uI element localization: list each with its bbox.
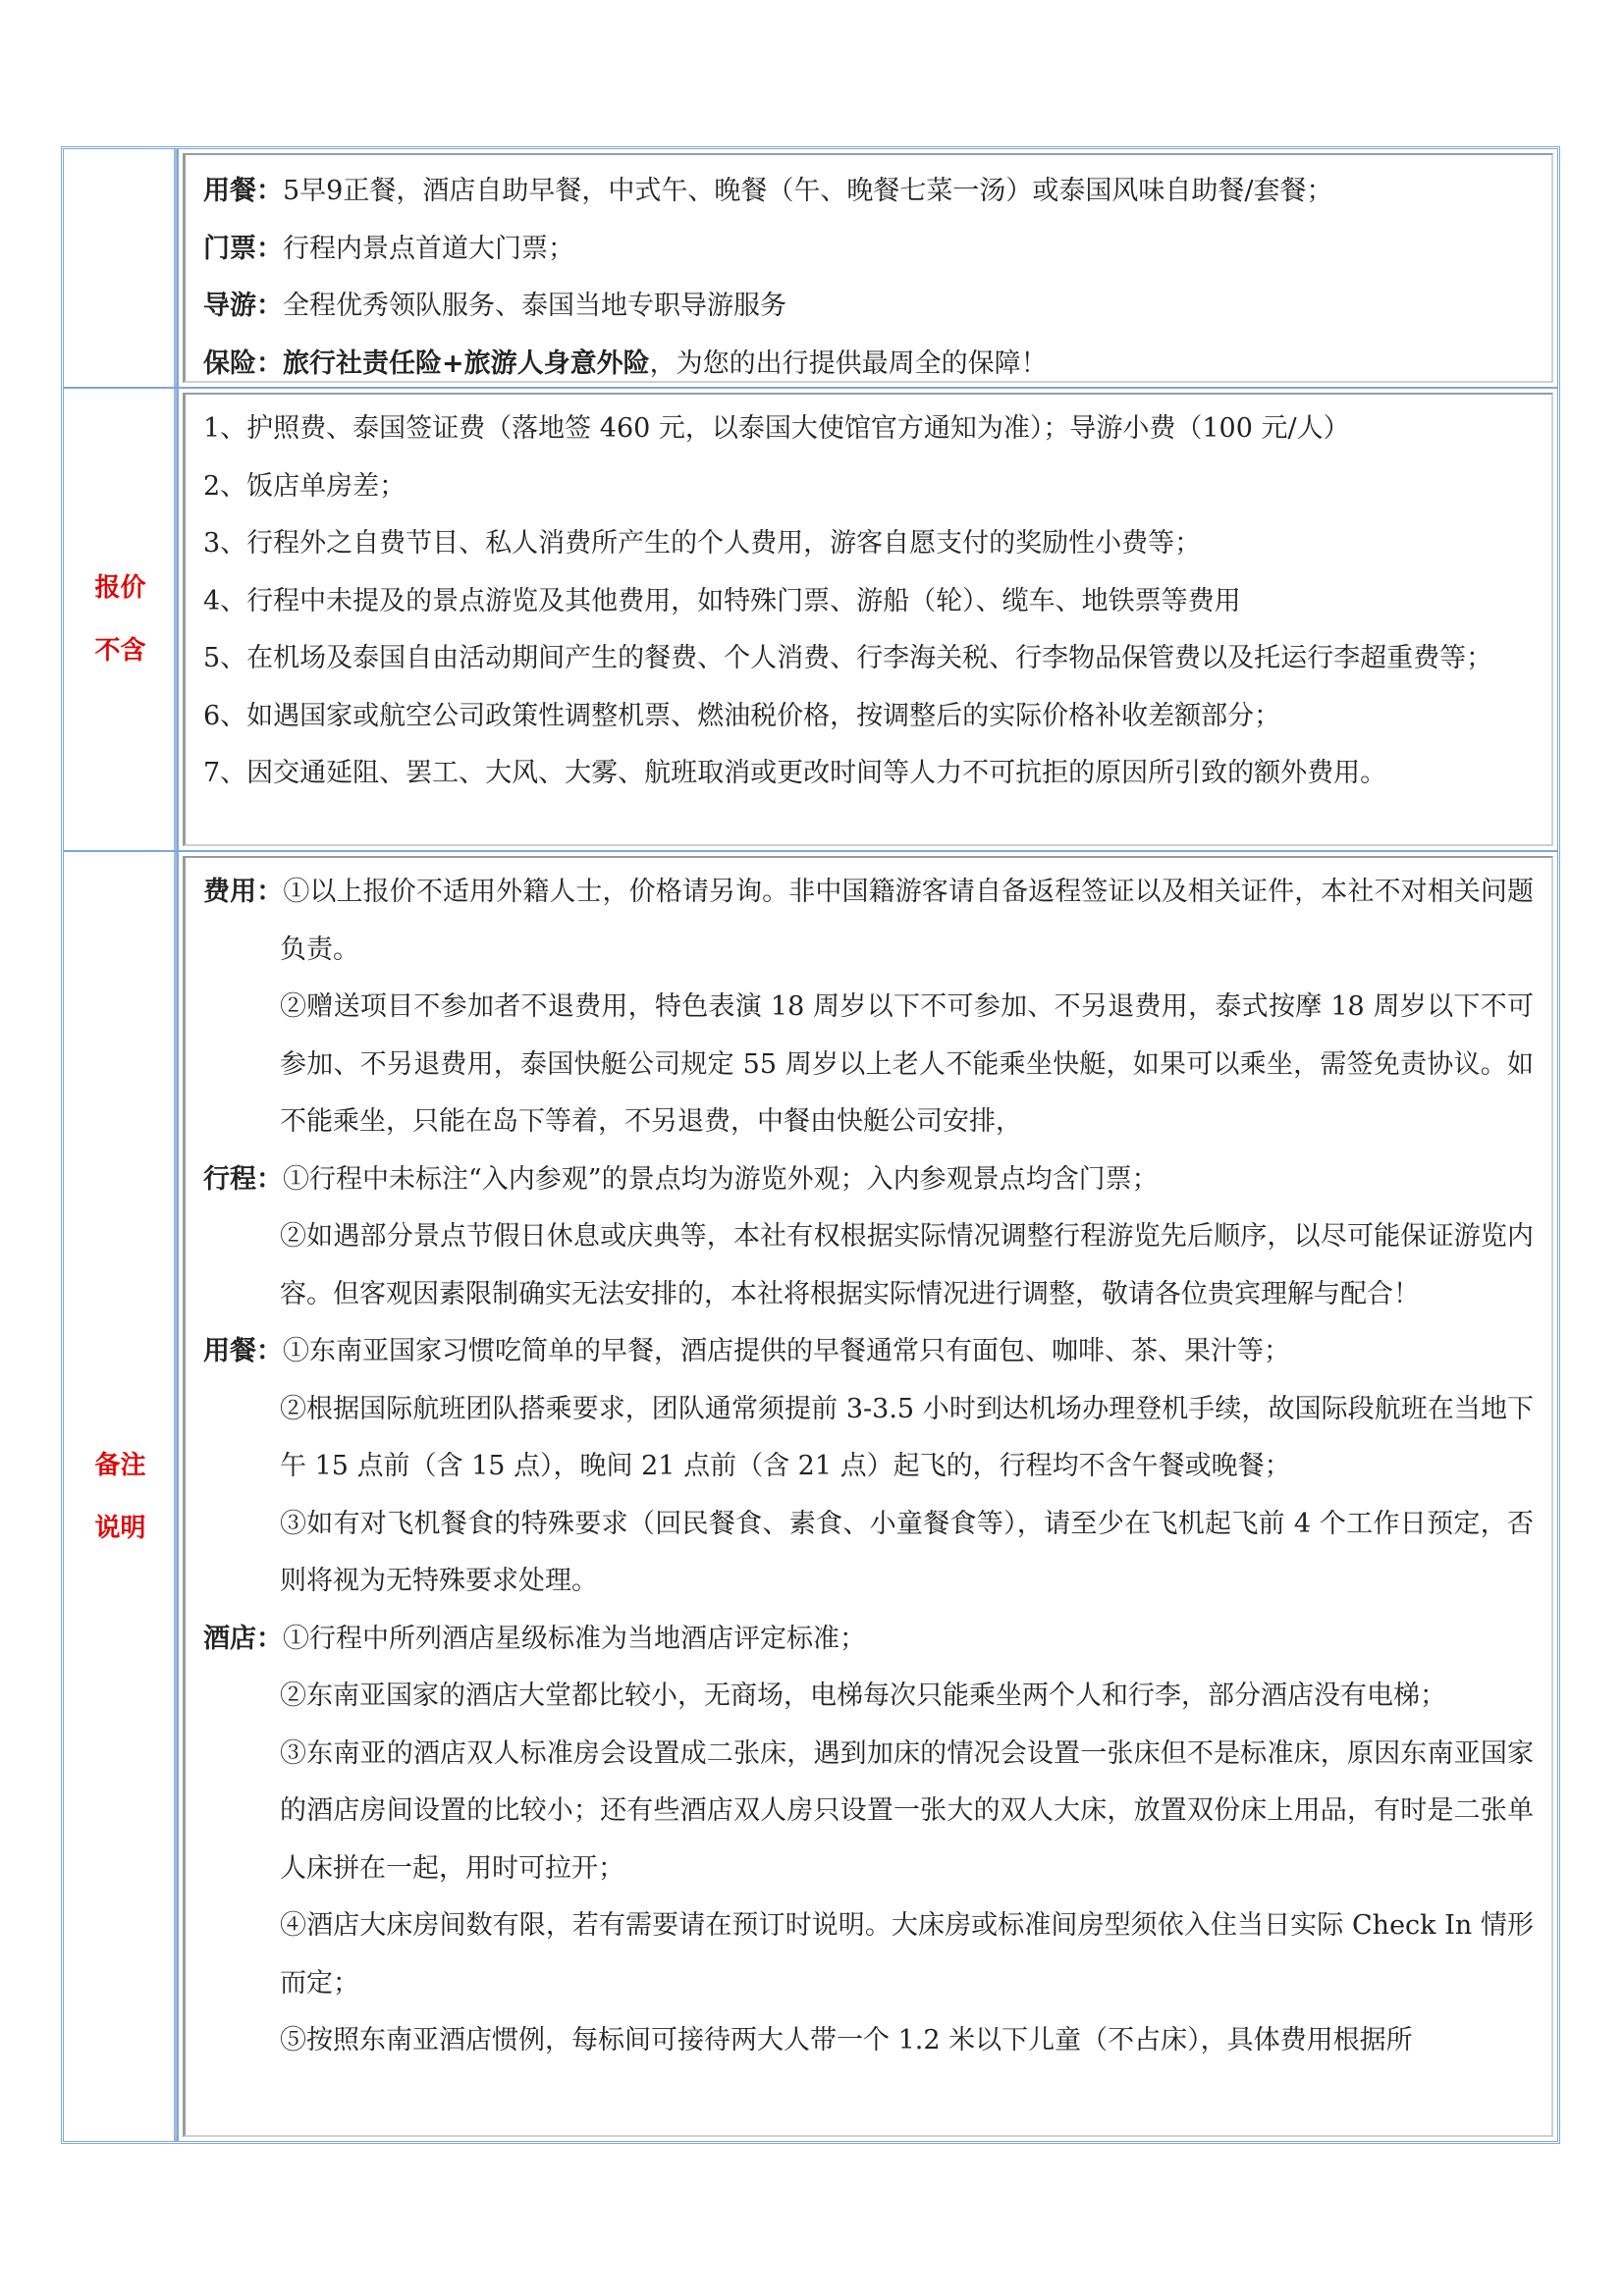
meals-p1-text: ①东南亚国家习惯吃简单的早餐，酒店提供的早餐通常只有面包、咖啡、茶、果汁等； [283,1336,1290,1366]
excluded-item: 7、因交通延阻、罢工、大风、大雾、航班取消或更改时间等人力不可抗拒的原因所引致的额外费用。 [203,758,1387,788]
excluded-item: 1、护照费、泰国签证费（落地签 460 元，以泰国大使馆官方通知为准）；导游小费（100 元/人） [203,413,1350,444]
meal-key: 用餐： [203,176,283,206]
meal-text: 5早9正餐，酒店自助早餐，中式午、晚餐（午、晚餐七菜一汤）或泰国风味自助餐/套餐； [283,176,1333,206]
hotel-p1-text: ①行程中所列酒店星级标准为当地酒店评定标准； [283,1623,866,1654]
insurance-text: ，为您的出行提供最周全的保障！ [649,347,1048,379]
excluded-label-line2: 不含 [94,636,146,666]
excluded-item: 4、行程中未提及的景点游览及其他费用，如特殊门票、游船（轮）、缆车、地铁票等费用 [203,585,1241,616]
itinerary-key: 行程： [203,1163,283,1195]
ticket-text: 行程内景点首道大门票； [283,233,574,264]
meals-p2: ②根据国际航班团队搭乘要求，团队通常须提前 3-3.5 小时到达机场办理登机手续，故国际段航班在当地下午 15 点前（含 15 点），晚间 21 点前（含 21 点）起飞的，行程均不含午餐或晚餐； [280,1393,1534,1481]
included-services-label-cell [64,149,179,387]
notes-label-line1: 备注 [94,1450,146,1480]
guide-text: 全程优秀领队服务、泰国当地专职导游服务 [283,291,786,321]
excluded-item: 3、行程外之自费节目、私人消费所产生的个人费用，游客自愿支付的奖励性小费等； [203,528,1202,559]
meals-p1 [203,1323,1534,1381]
notes-label-cell [64,852,179,2141]
fees-key: 费用： [203,877,284,907]
insurance-bold-text: 旅行社责任险+旅游人身意外险 [283,347,650,379]
hotel-p4: ④酒店大床房间数有限，若有需要请在预订时说明。大床房或标准间房型须依入住当日实际 Check In 情形而定； [280,1910,1534,1999]
excluded-content [183,393,1553,846]
fees-p2: ②赠送项目不参加者不退费用，特色表演 18 周岁以下不可参加、不另退费用，泰式按摩 18 周岁以下不可参加、不另退费用，泰国快艇公司规定 55 周岁以上老人不能乘坐快艇，如果可以乘坐，需签免责协议。如不能乘坐，只能在岛下等着，不另退费，中餐由快艇公司安排， [280,991,1534,1137]
guide-key: 导游： [203,291,283,321]
insurance-key: 保险： [203,347,283,379]
meal-line [203,163,1534,221]
notes-content [183,856,1553,2137]
excluded-label-cell [64,389,179,850]
itinerary-p1 [203,1151,1534,1209]
excluded-item: 2、饭店单房差； [203,470,406,502]
itinerary-p1-text: ①行程中未标注“入内参观”的景点均为游览外观；入内参观景点均含门票； [283,1163,1159,1195]
excluded-item: 5、在机场及泰国自由活动期间产生的餐费、个人消费、行李海关税、行李物品保管费以及托运行李超重费等； [203,643,1493,673]
included-services-content [183,153,1553,383]
excluded-label-line1: 报价 [94,573,146,603]
fees-p1-text: ①以上报价不适用外籍人士，价格请另询。非中国籍游客请自备返程签证以及相关证件，本社不对相关问题负责。 [280,877,1535,965]
notes-label-line2: 说明 [94,1513,146,1543]
ticket-line [203,221,1534,279]
guide-line [203,278,1534,336]
meals-p3: ③如有对飞机餐食的特殊要求（回民餐食、素食、小童餐食等），请至少在飞机起飞前 4 个工作日预定，否则将视为无特殊要求处理。 [280,1508,1534,1596]
notes-row [64,852,1557,2141]
hotel-p3: ③东南亚的酒店双人标准房会设置成二张床，遇到加床的情况会设置一张床但不是标准床，原因东南亚国家的酒店房间设置的比较小；还有些酒店双人房只设置一张大的双人大床，放置双份床上用品，有时是二张单人床拼在一起，用时可拉开； [280,1737,1534,1884]
excluded-row [64,389,1557,852]
included-services-row [64,149,1557,389]
itinerary-p2: ②如遇部分景点节假日休息或庆典等，本社有权根据实际情况调整行程游览先后顺序，以尽可能保证游览内容。但客观因素限制确实无法安排的，本社将根据实际情况进行调整，敬请各位贵宾理解与配合！ [280,1221,1534,1309]
hotel-p1 [203,1611,1534,1669]
fees-p1 [203,864,1534,979]
meals-key: 用餐： [203,1336,283,1366]
hotel-p2: ②东南亚国家的酒店大堂都比较小，无商场，电梯每次只能乘坐两个人和行李，部分酒店没有电梯； [280,1681,1446,1711]
itinerary-info-table [61,146,1560,2144]
hotel-p5: ⑤按照东南亚酒店惯例，每标间可接待两大人带一个 1.2 米以下儿童（不占床），具体费用根据所 [280,2025,1413,2056]
excluded-item: 6、如遇国家或航空公司政策性调整机票、燃油税价格，按调整后的实际价格补收差额部分； [203,700,1281,731]
insurance-line [203,336,1534,394]
hotel-key: 酒店： [203,1623,283,1654]
ticket-key: 门票： [203,233,283,264]
